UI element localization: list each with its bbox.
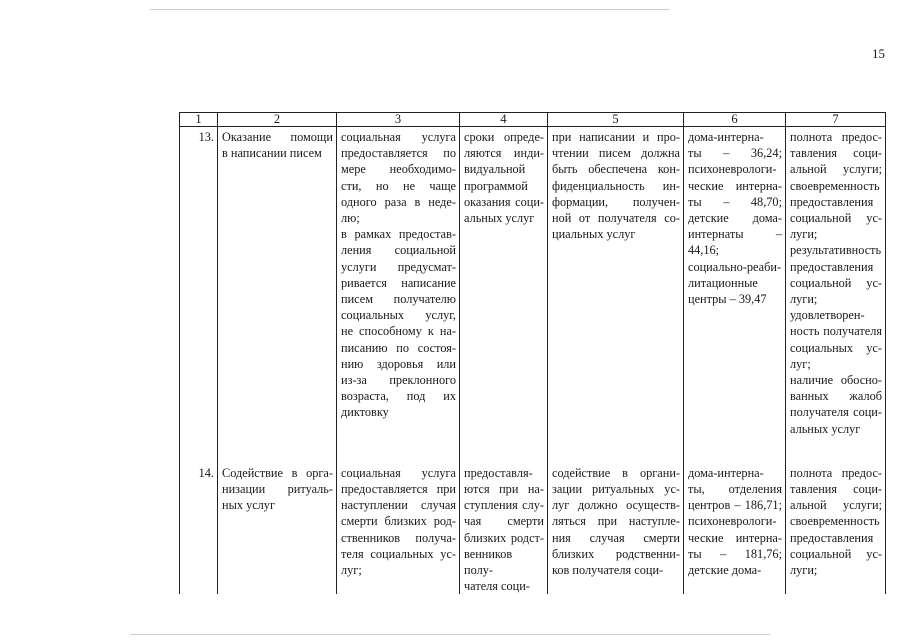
cell-line: предоставления: [790, 259, 874, 274]
cell-line: возраста, под их: [341, 389, 456, 404]
cell-line: психоневрологи-: [688, 514, 777, 529]
service-conditions-cell: [548, 127, 684, 451]
cell-line: предоставления: [790, 194, 874, 209]
cell-line: программой: [464, 178, 528, 193]
cell-line: быть обеспечена кон-: [552, 162, 680, 177]
cell-line: тавления соци-: [790, 482, 882, 497]
cell-line: социальная услуга: [341, 130, 456, 144]
cell-line: ной от получателя со-: [552, 211, 680, 226]
cell-line: предоставля-: [464, 465, 533, 480]
cell-line: ты, отделения: [688, 482, 782, 497]
cell-line: венников полу-: [464, 546, 513, 578]
header-col-6: 6: [684, 113, 786, 127]
cell-line: сроки опреде-: [464, 130, 544, 144]
service-name-cell: [218, 451, 337, 595]
row-number: 13.: [180, 127, 218, 451]
cell-line: наличие обосно-: [790, 373, 882, 388]
cell-line: социальных услуг,: [341, 308, 456, 323]
header-row: [180, 113, 886, 127]
cell-line: близких родственни-: [552, 546, 680, 561]
header-col-1: 1: [180, 113, 218, 127]
service-name-cell: [218, 127, 337, 451]
cell-line: ривается написание: [341, 275, 456, 290]
cell-line: альной услуги;: [790, 498, 882, 513]
cell-line: интернаты –: [688, 227, 782, 242]
header-col-2: 2: [218, 113, 337, 127]
cell-line: циальных услуг: [552, 227, 636, 242]
cell-line: Содействие в орга-: [222, 465, 333, 480]
cell-line: из-за преклонного: [341, 373, 456, 388]
cell-line: сти, но не чаще: [341, 178, 456, 193]
cell-line: ственников получа-: [341, 530, 456, 545]
cell-line: предоставления: [790, 530, 874, 545]
row-number: 14.: [180, 451, 218, 595]
page-number: 15: [872, 46, 885, 61]
cell-line: луг;: [790, 356, 811, 371]
cell-line: центров – 186,71;: [688, 498, 782, 513]
cell-line: луги;: [790, 292, 818, 307]
cell-line: социальной ус-: [790, 275, 882, 290]
cell-line: своевременность: [790, 178, 880, 193]
cell-line: при написании и про-: [552, 130, 680, 144]
cell-line: своевременность: [790, 514, 880, 529]
service-description-cell: [337, 127, 460, 451]
cell-line: в рамках предостав-: [341, 227, 456, 242]
cell-line: социальной ус-: [790, 546, 882, 561]
cell-line: диктовку: [341, 405, 389, 420]
cell-line: результативность: [790, 243, 882, 258]
cell-line: ков получателя соци-: [552, 563, 664, 578]
service-terms-cell: [460, 127, 548, 451]
services-table: [179, 112, 886, 594]
cell-line: близких родст-: [464, 530, 544, 545]
cell-line: формации, получен-: [552, 194, 680, 209]
cell-line: писем получателю: [341, 292, 456, 307]
cell-line: услуги предусмат-: [341, 259, 456, 274]
table-row: [180, 451, 886, 595]
cell-line: зации ритуальных ус-: [552, 482, 680, 497]
cell-line: детские дома-: [688, 563, 762, 578]
header-col-5: 5: [548, 113, 684, 127]
cell-line: альных услуг: [790, 421, 861, 436]
cell-line: ванных жалоб: [790, 389, 882, 404]
service-tariffs-cell: [684, 127, 786, 451]
cell-line: мере необходимо-: [341, 162, 456, 177]
cell-line: ты – 181,76;: [688, 546, 782, 561]
cell-line: писанию по состоя-: [341, 340, 456, 355]
cell-line: полнота предос-: [790, 465, 882, 480]
cell-line: Оказание помощи: [222, 130, 333, 144]
cell-line: литационные: [688, 275, 758, 290]
service-quality-cell: [786, 451, 886, 595]
service-terms-cell: [460, 451, 548, 595]
cell-line: полнота предос-: [790, 130, 882, 144]
cell-line: 44,16;: [688, 243, 720, 258]
cell-line: нию здоровья или: [341, 356, 456, 371]
cell-line: ты – 48,70;: [688, 194, 782, 209]
cell-line: дома-интерна-: [688, 465, 764, 480]
cell-line: чателя соци-: [464, 579, 530, 594]
cell-line: луг должно осуществ-: [552, 498, 680, 513]
cell-line: луги;: [790, 227, 818, 242]
cell-line: видуальной: [464, 162, 526, 177]
cell-line: удовлетворен-: [790, 308, 865, 323]
cell-line: оказания соци-: [464, 194, 544, 209]
cell-line: социальная услуга: [341, 465, 456, 480]
header-col-7: 7: [786, 113, 886, 127]
cell-line: предоставляется по: [341, 146, 456, 161]
cell-line: получателя соци-: [790, 405, 882, 420]
cell-line: одного раза в неде-: [341, 194, 456, 209]
cell-line: наступлении случая: [341, 498, 456, 513]
cell-line: предоставляется при: [341, 482, 456, 497]
service-tariffs-cell: [684, 451, 786, 595]
cell-line: лю;: [341, 211, 360, 226]
cell-line: ления социальной: [341, 243, 456, 258]
service-conditions-cell: [548, 451, 684, 595]
cell-line: дома-интерна-: [688, 130, 764, 144]
cell-line: луги;: [790, 563, 818, 578]
header-col-3: 3: [337, 113, 460, 127]
cell-line: социальных ус-: [790, 340, 882, 355]
cell-line: не способному к на-: [341, 324, 456, 339]
cell-line: низации ритуаль-: [222, 482, 333, 497]
cell-line: ния случая смерти: [552, 530, 680, 545]
cell-line: альных услуг: [464, 211, 535, 226]
cell-line: ляться при наступле-: [552, 514, 680, 529]
service-quality-cell: [786, 127, 886, 451]
cell-line: социально-реаби-: [688, 259, 782, 274]
cell-line: ческие интерна-: [688, 530, 782, 545]
cell-line: альной услуги;: [790, 162, 882, 177]
service-description-cell: [337, 451, 460, 595]
cell-line: психоневрологи-: [688, 162, 777, 177]
cell-line: содействие в органи-: [552, 465, 680, 480]
cell-line: детские дома-: [688, 211, 782, 226]
cell-line: теля социальных ус-: [341, 546, 456, 561]
cell-line: фиденциальность ин-: [552, 178, 680, 193]
cell-line: ются при на-: [464, 482, 544, 497]
cell-line: в написании писем: [222, 146, 322, 161]
cell-line: ступления слу-: [464, 498, 544, 513]
cell-line: смерти близких род-: [341, 514, 456, 529]
cell-line: чтении писем должна: [552, 146, 680, 161]
header-col-4: 4: [460, 113, 548, 127]
cell-line: луг;: [341, 563, 362, 578]
cell-line: тавления соци-: [790, 146, 882, 161]
cell-line: ляются инди-: [464, 146, 544, 161]
cell-line: ных услуг: [222, 498, 276, 513]
cell-line: центры – 39,47: [688, 292, 767, 307]
cell-line: социальной ус-: [790, 211, 882, 226]
cell-line: ность получателя: [790, 324, 882, 339]
cell-line: чая смерти: [464, 514, 544, 529]
cell-line: ческие интерна-: [688, 178, 782, 193]
cell-line: ты – 36,24;: [688, 146, 782, 161]
table-row: [180, 127, 886, 451]
